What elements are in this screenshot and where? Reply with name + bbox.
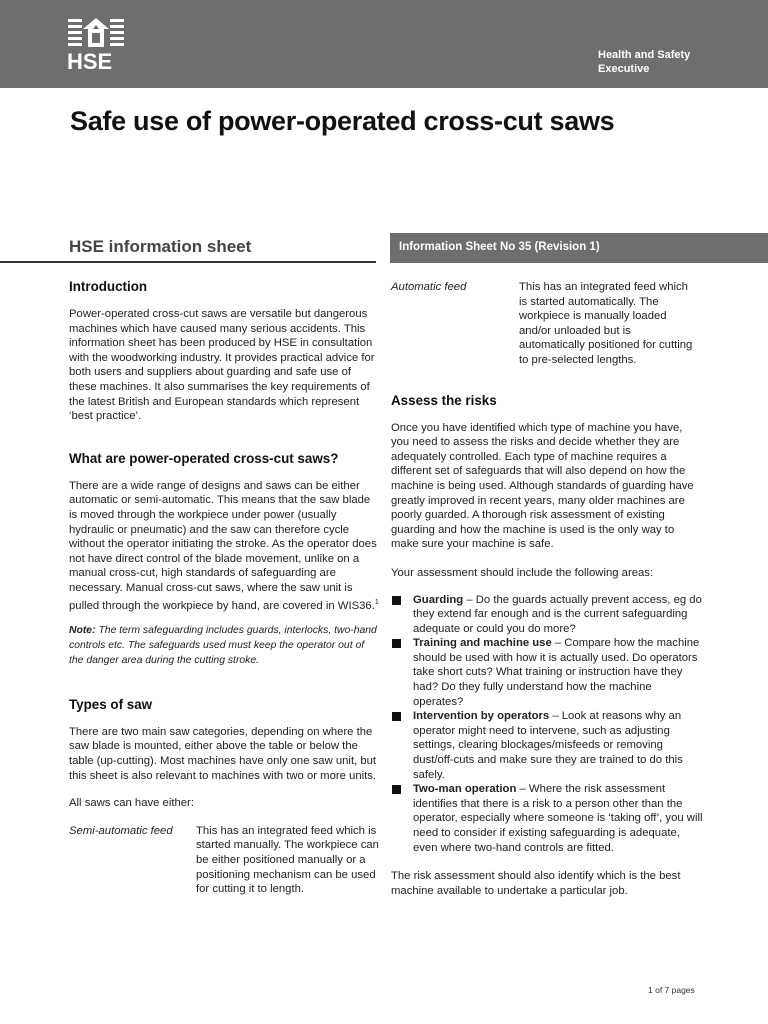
note: Note: The term safeguarding includes guards, interlocks, two-hand controls etc. The safeguards used must keep the operator out of the danger area during the cutting stroke. [69,624,377,666]
page-count: 1 of 7 pages [648,985,695,995]
list-item: Training and machine use – Compare how the machine should be used with how it is actually used. Do operators take short cuts? What training or instruction have they had? Do they fully understand how the machine operates? [391,636,703,709]
what-paragraph: There are a wide range of designs and saws can be either automatic or semi-automatic. This means that the saw blade is moved through the workpiece under power (usually hydraulic or pneumatic) and the saw can therefore cycle without the operator initiating the stroke. As the operator does not have direct control of the blade movement, unlike on a manual cross-cut, high standards of safeguarding are necessary. Manual cross-cut saws, where the saw unit is pulled through the workpiece by hand, are covered in WIS36.$^1$ [69,479,379,612]
assess-heading: Assess the risks [391,392,497,408]
divider [0,261,376,263]
list-item: Intervention by operators – Look at reasons why an operator might need to intervene, such as adjusting settings, clearing blockages/misfeeds or removing dust/off-cuts and make sure they are trained to do this safely. [391,709,703,782]
auto-feed-term: Automatic feed [391,281,467,293]
semi-automatic-feed [69,824,381,897]
risk-areas-list [391,593,703,856]
types-paragraph: There are two main saw categories, depending on where the saw blade is mounted, either above the table or below the table (up-cutting). Most machines have only one saw unit, but this sheet is also relevant to machines with two or more units. [69,725,377,782]
types-heading: Types of saw [69,696,153,712]
areas-paragraph: Your assessment should include the following areas: [391,566,654,579]
auto-feed-description: This has an integrated feed which is started automatically. The workpiece is manually loaded and/or unloaded but is automatically positioned for cutting to pre-selected lengths. [519,281,693,366]
header-bar [0,0,768,88]
left-column [69,278,381,897]
note-label: Note: [69,624,96,636]
closing-paragraph: The risk assessment should also identify which is the best machine available to undertake a particular job. [391,870,681,897]
automatic-feed [391,280,703,368]
agency-name: Health and Safety Executive [598,49,691,75]
list-item: Two-man operation – Where the risk assessment identifies that there is a risk to a person other than the operator, especially where someone is ‘taking off’, you will need to consider if existing safeguarding is adequate, even where two-hand controls are fitted. [391,782,703,855]
intro-heading: Introduction [69,279,148,294]
info-sheet-label: HSE information sheet [69,237,252,256]
info-sheet-number: Information Sheet No 35 (Revision 1) [390,233,768,263]
what-heading: What are power-operated cross-cut saws? [69,450,339,466]
footnote-ref: 1 [374,598,379,606]
semi-feed-term: Semi-automatic feed [69,824,173,837]
hse-crest-icon [66,17,126,53]
list-item: Guarding – Do the guards actually prevent access, eg do they extend far enough and is the current safeguarding adequate or could you do more? [391,593,703,637]
hse-logo [66,17,126,73]
logo-text: HSE [67,49,113,74]
right-column [391,280,703,898]
intro-paragraph: Power-operated cross-cut saws are versatile but dangerous machines which have caused many serious accidents. This information sheet has been produced by HSE in consultation with the woodworking industry. It provides practical advice for both users and suppliers about guarding and safe use of these machines. It also summarises the key requirements of the latest British and European standards which represent ‘best practice’. [69,308,375,423]
page-title: Safe use of power-operated cross-cut saws [70,106,615,136]
all-saws-paragraph: All saws can have either: [69,797,194,810]
assess-paragraph: Once you have identified which type of machine you have, you need to assess the risks and decide whether they are adequately controlled. Each type of machine requires a different set of safeguards that will also depend on how the machine is being used. Although standards of guarding have greatly improved in recent years, many older machines are poorly guarded. A thorough risk assessment of existing guarding and how the machine is used is the only way to make sure your machine is safe. [391,421,694,551]
semi-feed-description: This has an integrated feed which is started manually. The workpiece can be either positioned manually or a positioning mechanism can be used for cutting it to length. [196,824,379,896]
